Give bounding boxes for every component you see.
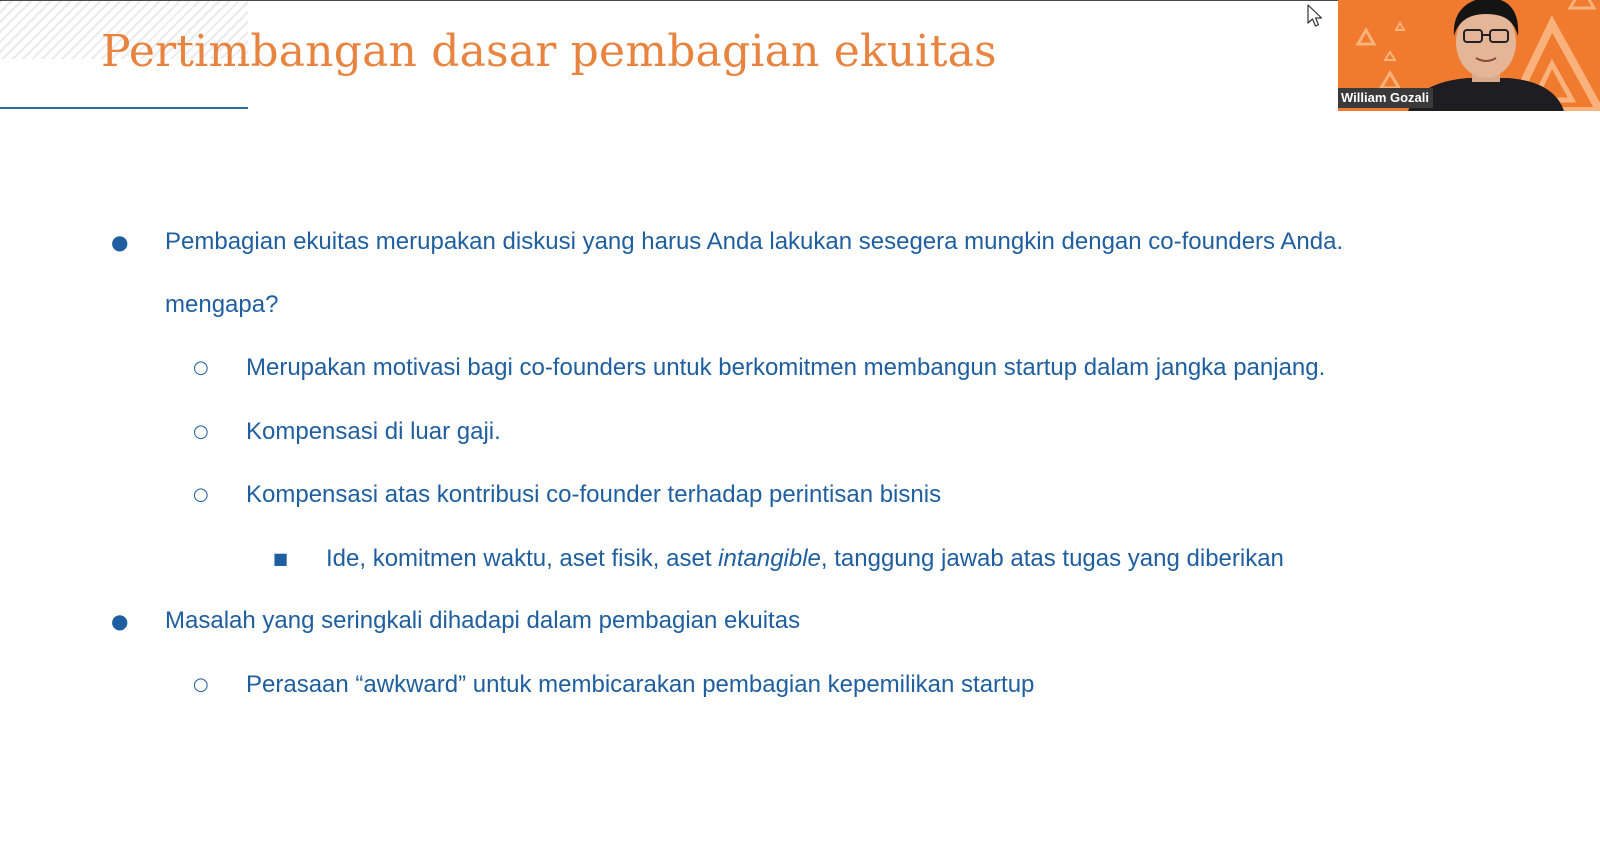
bullet-item-5-italic: intangible xyxy=(718,545,821,572)
bullet-circle-icon: ○ xyxy=(193,421,209,442)
title-underline xyxy=(0,107,248,109)
bullet-circle-icon: ○ xyxy=(193,674,209,695)
bullet-item-5-text-start: Ide, komitmen waktu, aset fisik, aset xyxy=(326,545,719,572)
bullet-item-1-continuation: mengapa? xyxy=(165,291,279,318)
bullet-item-2: Merupakan motivasi bagi co-founders untuk berkomitmen membangun startup dalam jangka panjang. xyxy=(246,354,1326,381)
bullet-circle-icon: ○ xyxy=(193,357,209,378)
slide-title: Pertimbangan dasar pembagian ekuitas xyxy=(101,26,997,77)
bullet-item-7: Perasaan “awkward” untuk membicarakan pembagian kepemilikan startup xyxy=(246,671,1035,698)
bullet-disc-icon: ● xyxy=(111,609,129,633)
bullet-item-3: Kompensasi di luar gaji. xyxy=(246,418,501,445)
bullet-square-icon: ■ xyxy=(273,549,289,568)
bullet-circle-icon: ○ xyxy=(193,484,209,505)
bullet-item-1: Pembagian ekuitas merupakan diskusi yang harus Anda lakukan sesegera mungkin dengan co-founders Anda. xyxy=(165,228,1344,255)
bullet-item-4: Kompensasi atas kontribusi co-founder terhadap perintisan bisnis xyxy=(246,481,942,508)
bullet-item-5-text-end: , tanggung jawab atas tugas yang diberikan xyxy=(820,545,1284,572)
bullet-item-6: Masalah yang seringkali dihadapi dalam pembagian ekuitas xyxy=(165,607,801,634)
bullet-item-5 xyxy=(326,544,1284,574)
participant-name-label: William Gozali xyxy=(1338,88,1433,108)
bullet-disc-icon: ● xyxy=(111,230,129,254)
mouse-pointer-icon xyxy=(1306,4,1324,28)
